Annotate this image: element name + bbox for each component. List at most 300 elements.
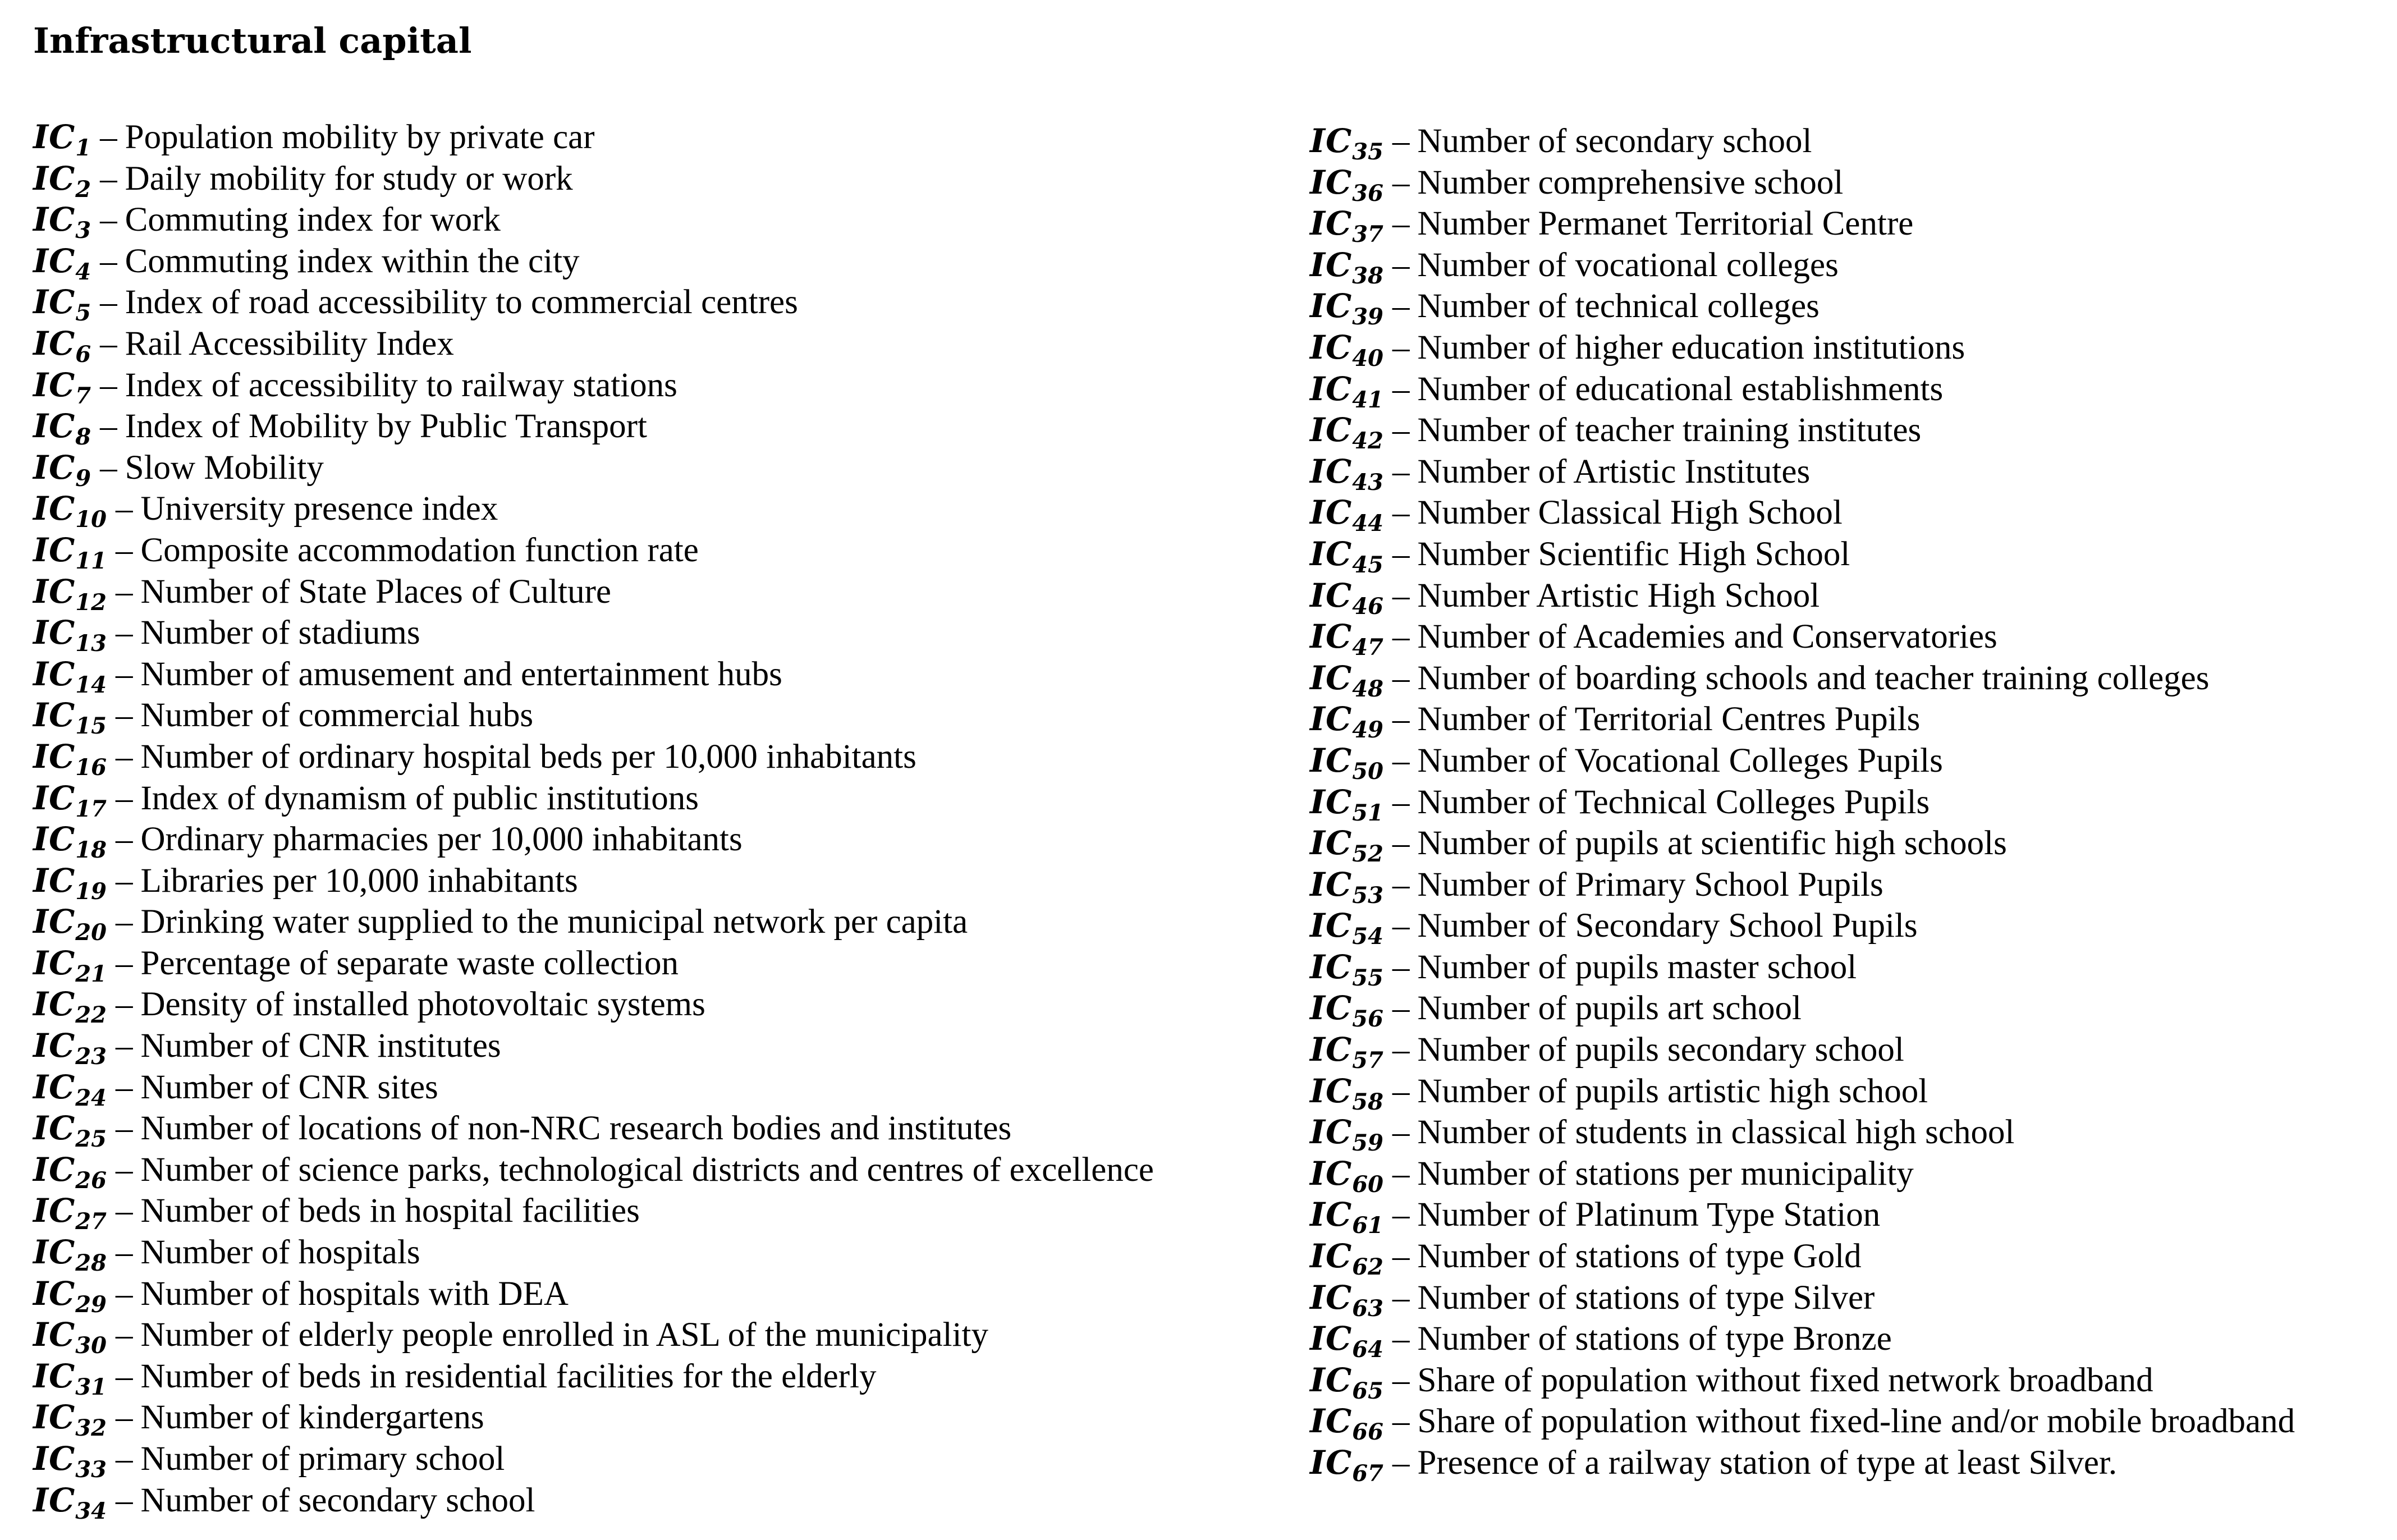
indicator-separator: – <box>115 1316 133 1354</box>
indicator-code-index: 32 <box>75 1415 107 1442</box>
section-title: Infrastructural capital <box>33 20 472 61</box>
indicator-code-index: 38 <box>1352 262 1383 289</box>
indicator-code-prefix: IC <box>33 861 76 900</box>
indicator-separator: – <box>115 779 133 817</box>
indicator-item <box>33 901 1154 946</box>
indicator-description: Commuting index for work <box>125 201 501 239</box>
indicator-description: Commuting index within the city <box>125 242 580 280</box>
indicator-code-index: 23 <box>75 1043 107 1070</box>
indicator-code <box>1310 1194 1383 1239</box>
indicator-code <box>33 282 91 327</box>
indicator-description: Number of students in classical high school <box>1417 1113 2015 1152</box>
indicator-code-index: 28 <box>75 1249 107 1276</box>
indicator-item <box>33 1480 1154 1524</box>
indicator-code-index: 47 <box>1352 634 1383 661</box>
indicator-item <box>1310 245 2295 289</box>
indicator-code <box>33 365 91 409</box>
indicator-item <box>33 323 1154 368</box>
indicator-code-prefix: IC <box>1310 782 1353 821</box>
indicator-separator: – <box>115 903 133 941</box>
indicator-item <box>33 1356 1154 1400</box>
indicator-code <box>33 778 107 822</box>
indicator-code <box>33 1273 107 1318</box>
indicator-separator: – <box>1392 122 1410 160</box>
indicator-separator: – <box>115 655 133 693</box>
indicator-separator: – <box>1392 948 1410 986</box>
indicator-code-prefix: IC <box>33 1274 76 1313</box>
indicator-code <box>33 323 91 368</box>
indicator-code <box>1310 203 1383 245</box>
indicator-item <box>1310 988 2295 1033</box>
indicator-separator: – <box>115 1068 133 1106</box>
indicator-code-index: 10 <box>75 506 107 533</box>
indicator-code-index: 49 <box>1352 717 1383 744</box>
indicator-separator: – <box>1392 1238 1410 1276</box>
indicator-item <box>33 158 1154 203</box>
indicator-code-prefix: IC <box>33 943 76 982</box>
indicator-code <box>1310 1029 1383 1074</box>
indicator-description: Composite accommodation function rate <box>140 531 699 569</box>
indicator-code-prefix: IC <box>1310 947 1353 986</box>
indicator-item <box>1310 575 2295 620</box>
indicator-description: Number of amusement and entertainment hubs <box>140 655 782 693</box>
indicator-separator: – <box>1392 907 1410 945</box>
indicator-separator: – <box>115 1481 133 1519</box>
indicator-separator: – <box>1392 246 1410 284</box>
indicator-item <box>1310 492 2295 537</box>
indicator-description: Index of Mobility by Public Transport <box>125 407 647 446</box>
indicator-code <box>33 1356 107 1400</box>
indicator-separator: – <box>100 324 117 363</box>
indicator-code-prefix: IC <box>1310 1154 1353 1193</box>
indicator-code-prefix: IC <box>1310 411 1353 450</box>
indicator-description: Number of Primary School Pupils <box>1417 865 1883 904</box>
indicator-description: Number Artistic High School <box>1417 576 1820 615</box>
indicator-code-index: 51 <box>1352 799 1383 826</box>
indicator-code-prefix: IC <box>1310 1360 1353 1399</box>
indicator-item <box>1310 740 2295 785</box>
indicator-separator: – <box>1392 783 1410 821</box>
indicator-code <box>1310 658 1383 702</box>
indicator-item <box>33 736 1154 781</box>
indicator-code <box>33 943 107 987</box>
indicator-code-prefix: IC <box>33 902 76 941</box>
indicator-code-index: 65 <box>1352 1377 1383 1404</box>
indicator-item <box>33 199 1154 244</box>
indicator-separator: – <box>115 737 133 776</box>
indicator-item <box>1310 1236 2295 1280</box>
indicator-item <box>1310 1153 2295 1198</box>
indicator-code <box>1310 1236 1383 1280</box>
indicator-description: Number of pupils secondary school <box>1417 1031 1904 1069</box>
indicator-code-prefix: IC <box>33 200 76 239</box>
indicator-code <box>33 1025 107 1070</box>
indicator-item <box>33 571 1154 616</box>
indicator-separator: – <box>1392 1320 1410 1358</box>
indicator-code-index: 6 <box>75 341 91 368</box>
indicator-item <box>1310 534 2295 578</box>
indicator-separator: – <box>1392 824 1410 863</box>
indicator-description: Number of pupils art school <box>1417 989 1802 1028</box>
indicator-separator: – <box>115 1399 133 1437</box>
indicator-code-prefix: IC <box>33 778 76 817</box>
indicator-code-prefix: IC <box>33 1316 76 1354</box>
indicator-item <box>1310 121 2295 165</box>
indicator-code <box>33 901 107 946</box>
indicator-code <box>33 819 107 863</box>
indicator-description: Ordinary pharmacies per 10,000 inhabitants <box>140 821 743 859</box>
indicator-description: Number of pupils at scientific high schools <box>1417 824 2007 863</box>
indicator-code-index: 13 <box>75 630 107 657</box>
indicator-code-index: 18 <box>75 836 107 863</box>
indicator-item <box>1310 782 2295 826</box>
indicator-code-index: 24 <box>75 1084 107 1111</box>
indicator-item <box>33 1438 1154 1483</box>
indicator-code-index: 43 <box>1352 469 1383 496</box>
indicator-description: Number of beds in hospital facilities <box>140 1192 640 1230</box>
indicator-code <box>33 654 107 698</box>
indicator-code <box>33 695 107 740</box>
indicator-separator: – <box>115 944 133 982</box>
indicator-separator: – <box>1392 328 1410 366</box>
indicator-code <box>1310 327 1383 372</box>
indicator-code-prefix: IC <box>1310 906 1353 945</box>
indicator-separator: – <box>1392 741 1410 780</box>
indicator-code-prefix: IC <box>33 613 76 652</box>
indicator-item <box>33 447 1154 492</box>
indicator-code-prefix: IC <box>1310 1402 1353 1441</box>
indicator-separator: – <box>115 1357 133 1395</box>
indicator-code-prefix: IC <box>1310 617 1353 656</box>
indicator-code-prefix: IC <box>1310 700 1353 739</box>
indicator-description: Number comprehensive school <box>1417 163 1844 201</box>
indicator-code-prefix: IC <box>33 530 76 569</box>
indicator-description: Number of stations of type Bronze <box>1417 1320 1892 1358</box>
indicator-code <box>1310 369 1383 413</box>
indicator-code-index: 46 <box>1352 593 1383 620</box>
indicator-item <box>1310 369 2295 413</box>
indicator-description: Number of kindergartens <box>140 1399 484 1437</box>
indicator-item <box>33 1190 1154 1235</box>
indicator-item <box>1310 286 2295 331</box>
indicator-code-prefix: IC <box>1310 1319 1353 1358</box>
indicator-code <box>1310 410 1383 454</box>
indicator-item <box>1310 699 2295 744</box>
indicator-separator: – <box>100 118 117 156</box>
indicator-description: Number of Technical Colleges Pupils <box>1417 783 1930 821</box>
indicator-code <box>33 1480 107 1524</box>
indicator-code-index: 59 <box>1352 1130 1383 1157</box>
indicator-code-prefix: IC <box>1310 204 1353 243</box>
indicator-description: Number of boarding schools and teacher training colleges <box>1417 659 2210 697</box>
indicator-description: Density of installed photovoltaic systems <box>140 986 705 1024</box>
indicator-code-prefix: IC <box>33 118 76 156</box>
indicator-list-left <box>33 117 1154 1524</box>
indicator-separator: – <box>115 1151 133 1189</box>
indicator-separator: – <box>1392 618 1410 656</box>
indicator-code-index: 15 <box>75 713 107 740</box>
indicator-description: Index of accessibility to railway stations <box>125 366 677 404</box>
indicator-code-prefix: IC <box>1310 287 1353 326</box>
indicator-code-index: 30 <box>75 1332 107 1359</box>
indicator-code-prefix: IC <box>1310 1237 1353 1276</box>
indicator-code <box>1310 1153 1383 1198</box>
indicator-code-index: 7 <box>75 382 91 409</box>
indicator-description: Number of science parks, technological districts and centres of excellence <box>140 1151 1154 1189</box>
indicator-code-index: 48 <box>1352 675 1383 702</box>
indicator-description: Number Classical High School <box>1417 494 1843 532</box>
indicator-code-index: 5 <box>75 300 91 327</box>
indicator-description: Number of Artistic Institutes <box>1417 452 1811 491</box>
indicator-code-index: 12 <box>75 589 107 616</box>
indicator-item <box>33 282 1154 327</box>
indicator-code-index: 19 <box>75 878 107 905</box>
indicator-code <box>1310 864 1383 909</box>
indicator-code-index: 14 <box>75 671 107 698</box>
indicator-description: Share of population without fixed-line and/or mobile broadband <box>1417 1402 2295 1441</box>
indicator-description: Number of hospitals <box>140 1234 420 1272</box>
indicator-separator: – <box>1392 1113 1410 1152</box>
indicator-separator: – <box>115 696 133 735</box>
indicator-item <box>1310 823 2295 867</box>
indicator-item <box>1310 451 2295 496</box>
indicator-separator: – <box>100 448 117 487</box>
indicator-item <box>1310 1277 2295 1322</box>
indicator-code-prefix: IC <box>1310 369 1353 408</box>
indicator-separator: – <box>100 242 117 280</box>
indicator-code-prefix: IC <box>1310 122 1353 160</box>
indicator-code <box>33 1149 107 1194</box>
indicator-code-prefix: IC <box>1310 452 1353 491</box>
indicator-code <box>33 1438 107 1483</box>
indicator-description: Number of beds in residential facilities for the elderly <box>140 1357 877 1395</box>
indicator-description: Number of CNR sites <box>140 1068 438 1106</box>
indicator-code <box>33 1067 107 1111</box>
indicator-description: University presence index <box>140 490 498 528</box>
indicator-code-index: 50 <box>1352 758 1383 785</box>
indicator-code-prefix: IC <box>1310 1071 1353 1110</box>
indicator-code-index: 31 <box>75 1373 107 1400</box>
indicator-description: Number of teacher training institutes <box>1417 411 1922 450</box>
indicator-description: Number of educational establishments <box>1417 370 1944 408</box>
indicator-code-prefix: IC <box>33 737 76 776</box>
indicator-code <box>1310 1360 1383 1404</box>
indicator-separator: – <box>1392 411 1410 450</box>
indicator-separator: – <box>1392 1278 1410 1317</box>
indicator-code-prefix: IC <box>33 1398 76 1437</box>
indicator-separator: – <box>1392 1444 1410 1482</box>
indicator-code-prefix: IC <box>33 324 76 363</box>
indicator-description: Index of road accessibility to commercial centres <box>125 283 798 322</box>
indicator-item <box>1310 1318 2295 1363</box>
indicator-code-prefix: IC <box>33 407 76 446</box>
indicator-code-index: 9 <box>75 465 91 492</box>
indicator-item <box>33 984 1154 1029</box>
indicator-code-index: 17 <box>75 795 107 822</box>
indicator-description: Rail Accessibility Index <box>125 324 454 363</box>
indicator-separator: – <box>1392 163 1410 201</box>
indicator-code-prefix: IC <box>33 1150 76 1189</box>
indicator-code-prefix: IC <box>33 1440 76 1478</box>
indicator-item <box>33 695 1154 740</box>
indicator-code-index: 1 <box>75 134 91 161</box>
indicator-description: Slow Mobility <box>125 448 324 487</box>
indicator-description: Number of Vocational Colleges Pupils <box>1417 741 1943 780</box>
indicator-item <box>33 488 1154 533</box>
indicator-code <box>33 488 107 533</box>
indicator-code-prefix: IC <box>33 696 76 735</box>
indicator-code-prefix: IC <box>1310 493 1353 532</box>
indicator-code <box>1310 947 1383 991</box>
indicator-code <box>1310 1442 1383 1487</box>
indicator-separator: – <box>1392 1402 1410 1441</box>
indicator-code-prefix: IC <box>33 448 76 487</box>
indicator-code-prefix: IC <box>33 820 76 859</box>
indicator-separator: – <box>1392 1361 1410 1399</box>
indicator-separator: – <box>115 1275 133 1313</box>
indicator-description: Number Scientific High School <box>1417 535 1850 573</box>
indicator-description: Number of Academies and Conservatories <box>1417 618 1997 656</box>
indicator-item <box>33 406 1154 450</box>
indicator-code-prefix: IC <box>1310 328 1353 366</box>
indicator-code-prefix: IC <box>1310 245 1353 284</box>
indicator-code-index: 58 <box>1352 1088 1383 1115</box>
indicator-code <box>1310 534 1383 578</box>
indicator-code-prefix: IC <box>33 654 76 693</box>
indicator-item <box>1310 1360 2295 1404</box>
indicator-code-index: 36 <box>1352 180 1383 207</box>
indicator-description: Population mobility by private car <box>125 118 595 156</box>
indicator-code-index: 26 <box>75 1167 107 1194</box>
indicator-code-prefix: IC <box>33 1067 76 1106</box>
indicator-code-index: 67 <box>1352 1460 1383 1487</box>
indicator-separator: – <box>1392 1031 1410 1069</box>
indicator-item <box>1310 1112 2295 1157</box>
indicator-item <box>33 241 1154 285</box>
indicator-description: Presence of a railway station of type at least Silver. <box>1417 1444 2118 1482</box>
indicator-code-index: 52 <box>1352 840 1383 867</box>
indicator-separator: – <box>1392 1154 1410 1193</box>
indicator-description: Number of State Places of Culture <box>140 572 612 611</box>
indicator-code-index: 21 <box>75 960 107 987</box>
indicator-separator: – <box>115 1027 133 1065</box>
indicator-item <box>1310 864 2295 909</box>
indicator-code-index: 33 <box>75 1456 107 1483</box>
indicator-code <box>33 199 91 244</box>
indicator-code-prefix: IC <box>33 241 76 280</box>
indicator-code-prefix: IC <box>33 1356 76 1395</box>
indicator-separator: – <box>1392 494 1410 532</box>
indicator-description: Number Permanet Territorial Centre <box>1417 205 1914 243</box>
indicator-item <box>33 1067 1154 1111</box>
indicator-code-index: 16 <box>75 754 107 781</box>
indicator-code <box>33 1108 107 1153</box>
indicator-code <box>1310 740 1383 785</box>
indicator-code-prefix: IC <box>1310 1195 1353 1234</box>
indicator-code-index: 40 <box>1352 345 1383 372</box>
indicator-description: Number of secondary school <box>140 1481 535 1519</box>
indicator-code-prefix: IC <box>33 365 76 404</box>
indicator-code-index: 41 <box>1352 386 1383 413</box>
indicator-description: Percentage of separate waste collection <box>140 944 679 982</box>
indicator-code <box>33 447 91 492</box>
indicator-code-index: 37 <box>1352 221 1383 247</box>
indicator-description: Number of stations per municipality <box>1417 1154 1914 1193</box>
indicator-code <box>33 241 91 285</box>
indicator-code-index: 20 <box>75 919 107 946</box>
indicator-description: Number of Territorial Centres Pupils <box>1417 700 1921 739</box>
indicator-code-index: 34 <box>75 1497 107 1524</box>
indicator-code <box>1310 575 1383 620</box>
indicator-list-right <box>1310 121 2295 1487</box>
indicator-code-index: 63 <box>1352 1295 1383 1322</box>
indicator-code-prefix: IC <box>33 159 76 198</box>
indicator-separator: – <box>115 1234 133 1272</box>
indicator-code-index: 44 <box>1352 510 1383 537</box>
indicator-code-prefix: IC <box>33 985 76 1024</box>
indicator-item <box>33 860 1154 905</box>
indicator-code-index: 22 <box>75 1002 107 1029</box>
indicator-code-index: 29 <box>75 1291 107 1318</box>
indicator-separator: – <box>115 572 133 611</box>
indicator-item <box>33 778 1154 822</box>
indicator-code <box>33 406 91 450</box>
indicator-description: Drinking water supplied to the municipal network per capita <box>140 903 968 941</box>
indicator-separator: – <box>100 407 117 446</box>
indicator-description: Number of commercial hubs <box>140 696 534 735</box>
indicator-code-prefix: IC <box>1310 1113 1353 1152</box>
indicator-separator: – <box>115 861 133 900</box>
indicator-code <box>1310 1318 1383 1363</box>
indicator-code-prefix: IC <box>33 1191 76 1230</box>
indicator-code-index: 27 <box>75 1208 107 1235</box>
indicator-item <box>1310 658 2295 702</box>
indicator-code <box>33 1397 107 1442</box>
indicator-code-index: 54 <box>1352 923 1383 950</box>
indicator-description: Share of population without fixed network broadband <box>1417 1361 2153 1399</box>
indicator-code-index: 56 <box>1352 1006 1383 1033</box>
indicator-description: Number of primary school <box>140 1440 505 1478</box>
indicator-item <box>1310 1401 2295 1446</box>
indicator-description: Number of stations of type Gold <box>1417 1238 1862 1276</box>
indicator-description: Index of dynamism of public institutions <box>140 779 699 817</box>
indicator-code <box>1310 492 1383 537</box>
indicator-separator: – <box>1392 205 1410 243</box>
indicator-separator: – <box>1392 287 1410 326</box>
indicator-code-index: 53 <box>1352 882 1383 909</box>
indicator-code <box>1310 699 1383 744</box>
indicator-code-index: 8 <box>75 423 91 450</box>
indicator-item <box>33 117 1154 161</box>
indicator-item <box>1310 905 2295 950</box>
indicator-code <box>1310 988 1383 1033</box>
indicator-item <box>1310 1442 2295 1487</box>
indicator-item <box>33 654 1154 698</box>
indicator-separator: – <box>1392 370 1410 408</box>
indicator-separator: – <box>115 1192 133 1230</box>
indicator-separator: – <box>1392 1072 1410 1110</box>
indicator-item <box>1310 1029 2295 1074</box>
indicator-code-prefix: IC <box>33 489 76 528</box>
indicator-separator: – <box>100 201 117 239</box>
indicator-code-prefix: IC <box>33 283 76 322</box>
indicator-item <box>1310 1194 2295 1239</box>
indicator-code-prefix: IC <box>33 1233 76 1272</box>
indicator-separator: – <box>100 366 117 404</box>
indicator-code-index: 3 <box>75 217 91 244</box>
indicator-description: Number of higher education institutions <box>1417 328 1965 366</box>
indicator-item <box>1310 327 2295 372</box>
